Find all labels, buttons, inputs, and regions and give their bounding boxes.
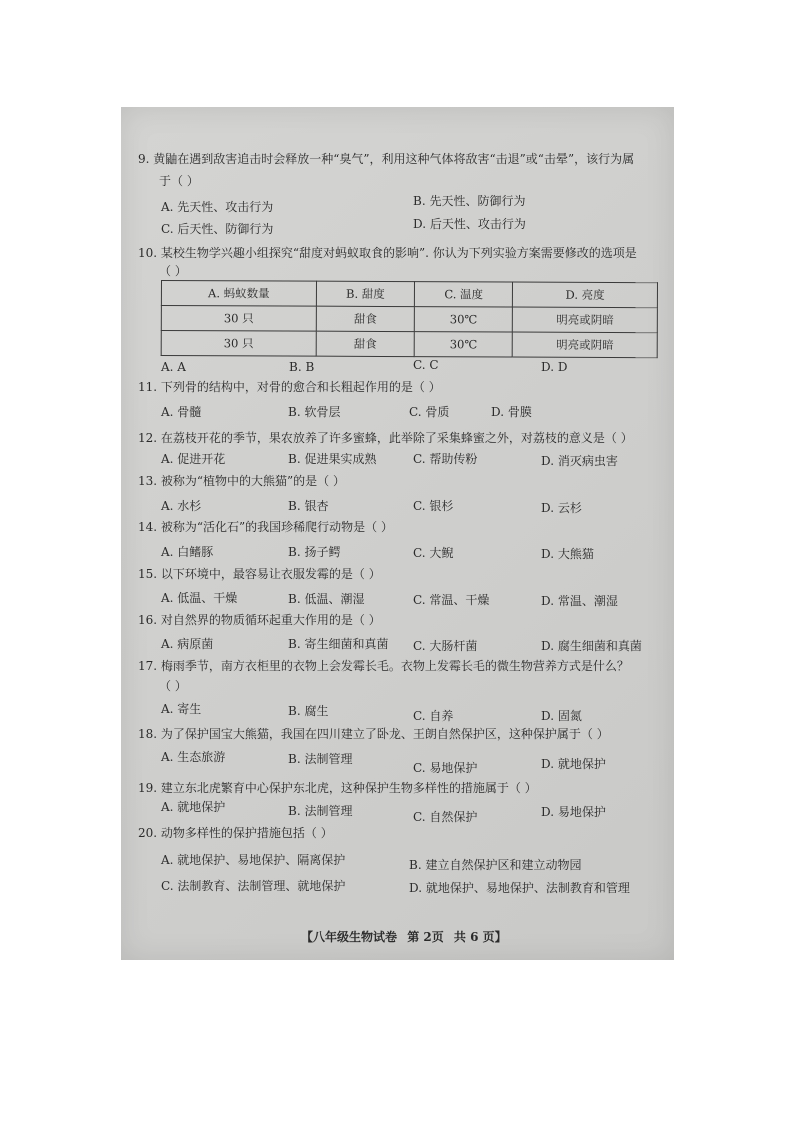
footer-total: 共 6 页】 xyxy=(453,930,507,944)
question-16-option-b: B. 寄生细菌和真菌 xyxy=(288,637,389,651)
question-20-option-d: D. 就地保护、易地保护、法制教育和管理 xyxy=(409,881,630,895)
question-13-option-b: B. 银杏 xyxy=(288,499,329,513)
table-header-cell: B. 甜度 xyxy=(316,281,414,306)
question-9-stem-cont: 于（ ） xyxy=(159,174,199,188)
table-cell: 30 只 xyxy=(161,331,316,357)
question-11-stem: 11. 下列骨的结构中，对骨的愈合和长粗起作用的是（ ） xyxy=(138,380,441,394)
question-17-option-b: B. 腐生 xyxy=(288,704,329,718)
question-13-stem: 13. 被称为“植物中的大熊猫”的是（ ） xyxy=(138,474,345,488)
question-13-option-a: A. 水杉 xyxy=(161,499,202,513)
question-14-option-b: B. 扬子鳄 xyxy=(288,545,341,559)
experiment-table xyxy=(161,280,658,358)
question-20-option-b: B. 建立自然保护区和建立动物园 xyxy=(409,858,582,872)
question-15-option-d: D. 常温、潮湿 xyxy=(541,594,618,608)
question-19-option-b: B. 法制管理 xyxy=(288,804,353,818)
exam-page xyxy=(121,107,674,960)
question-9-option-d: D. 后天性、攻击行为 xyxy=(413,217,526,231)
question-12-option-d: D. 消灭病虫害 xyxy=(541,454,618,468)
question-14-option-d: D. 大熊猫 xyxy=(541,547,594,561)
table-cell: 明亮或阴暗 xyxy=(513,307,658,333)
question-12-option-a: A. 促进开花 xyxy=(161,452,226,466)
question-11-option-a: A. 骨髓 xyxy=(161,405,202,419)
question-16-option-a: A. 病原菌 xyxy=(161,637,214,651)
question-10-stem-cont: （ ） xyxy=(159,264,187,278)
question-20-option-c: C. 法制教育、法制管理、就地保护 xyxy=(161,879,346,893)
question-9-stem: 9. 黄鼬在遇到敌害追击时会释放一种“臭气”，利用这种气体将敌害“击退”或“击晕”，该行为属 xyxy=(138,152,635,166)
question-18-option-c: C. 易地保护 xyxy=(413,761,478,775)
question-19-option-a: A. 就地保护 xyxy=(161,800,226,814)
question-12-option-b: B. 促进果实成熟 xyxy=(288,452,377,466)
question-19-option-d: D. 易地保护 xyxy=(541,805,606,819)
table-cell: 甜食 xyxy=(316,306,414,331)
table-header-cell: D. 亮度 xyxy=(513,282,658,308)
question-17-stem: 17. 梅雨季节，南方衣柜里的衣物上会发霉长毛。衣物上发霉长毛的微生物营养方式是什么？ xyxy=(138,659,629,673)
question-11-option-c: C. 骨质 xyxy=(409,405,450,419)
footer-page: 第 2页 xyxy=(407,930,444,944)
question-9-option-c: C. 后天性、防御行为 xyxy=(161,222,274,236)
question-13-option-d: D. 云杉 xyxy=(541,501,582,515)
question-14-option-a: A. 白鳍豚 xyxy=(161,545,214,559)
table-cell: 30 只 xyxy=(161,306,316,332)
question-12-option-c: C. 帮助传粉 xyxy=(413,452,478,466)
table-cell: 30℃ xyxy=(414,332,512,357)
question-20-option-a: A. 就地保护、易地保护、隔离保护 xyxy=(161,853,346,867)
question-12-stem: 12. 在荔枝开花的季节，果农放养了许多蜜蜂，此举除了采集蜂蜜之外，对荔枝的意义是（ ） xyxy=(138,431,633,445)
question-11-option-d: D. 骨膜 xyxy=(491,405,532,419)
question-18-stem: 18. 为了保护国宝大熊猫，我国在四川建立了卧龙、王朗自然保护区，这种保护属于（ ） xyxy=(138,727,609,741)
question-15-stem: 15. 以下环境中，最容易让衣服发霉的是（ ） xyxy=(138,567,381,581)
question-17-stem-cont: （ ） xyxy=(159,679,187,693)
question-15-option-b: B. 低温、潮湿 xyxy=(288,592,365,606)
question-14-option-c: C. 大鲵 xyxy=(413,546,454,560)
question-19-stem: 19. 建立东北虎繁育中心保护东北虎，这种保护生物多样性的措施属于（ ） xyxy=(138,781,537,795)
question-20-stem: 20. 动物多样性的保护措施包括（ ） xyxy=(138,826,333,840)
table-cell: 甜食 xyxy=(316,331,414,356)
question-18-option-a: A. 生态旅游 xyxy=(161,750,226,764)
page-footer xyxy=(301,928,513,945)
table-row xyxy=(161,331,657,358)
table-cell: 30℃ xyxy=(414,307,512,332)
question-19-option-c: C. 自然保护 xyxy=(413,810,478,824)
question-13-option-c: C. 银杉 xyxy=(413,499,454,513)
question-18-option-d: D. 就地保护 xyxy=(541,757,606,771)
question-10-option-c: C. C xyxy=(413,358,439,372)
question-14-stem: 14. 被称为“活化石”的我国珍稀爬行动物是（ ） xyxy=(138,520,393,534)
question-10-option-b: B. B xyxy=(289,360,315,374)
question-17-option-a: A. 寄生 xyxy=(161,702,202,716)
question-16-stem: 16. 对自然界的物质循环起重大作用的是（ ） xyxy=(138,613,381,627)
footer-subject: 【八年级生物试卷 xyxy=(301,930,398,944)
question-17-option-c: C. 自养 xyxy=(413,709,454,723)
table-header-cell: A. 蚂蚁数量 xyxy=(161,281,316,307)
question-10-option-a: A. A xyxy=(161,360,186,374)
question-15-option-c: C. 常温、干燥 xyxy=(413,593,490,607)
question-11-option-b: B. 软骨层 xyxy=(288,405,341,419)
question-16-option-c: C. 大肠杆菌 xyxy=(413,639,478,653)
question-9-option-a: A. 先天性、攻击行为 xyxy=(161,200,274,214)
question-10-stem: 10. 某校生物学兴趣小组探究“甜度对蚂蚁取食的影响”. 你认为下列实验方案需要修改的选项是 xyxy=(138,246,637,260)
table-cell: 明亮或阴暗 xyxy=(512,332,657,358)
question-10-option-d: D. D xyxy=(541,360,568,374)
question-15-option-a: A. 低温、干燥 xyxy=(161,591,238,605)
question-9-option-b: B. 先天性、防御行为 xyxy=(413,194,526,208)
question-16-option-d: D. 腐生细菌和真菌 xyxy=(541,639,642,653)
question-17-option-d: D. 固氮 xyxy=(541,709,582,723)
table-row xyxy=(161,306,657,333)
table-header-cell: C. 温度 xyxy=(415,282,513,307)
table-header-row xyxy=(161,281,657,308)
question-18-option-b: B. 法制管理 xyxy=(288,752,353,766)
